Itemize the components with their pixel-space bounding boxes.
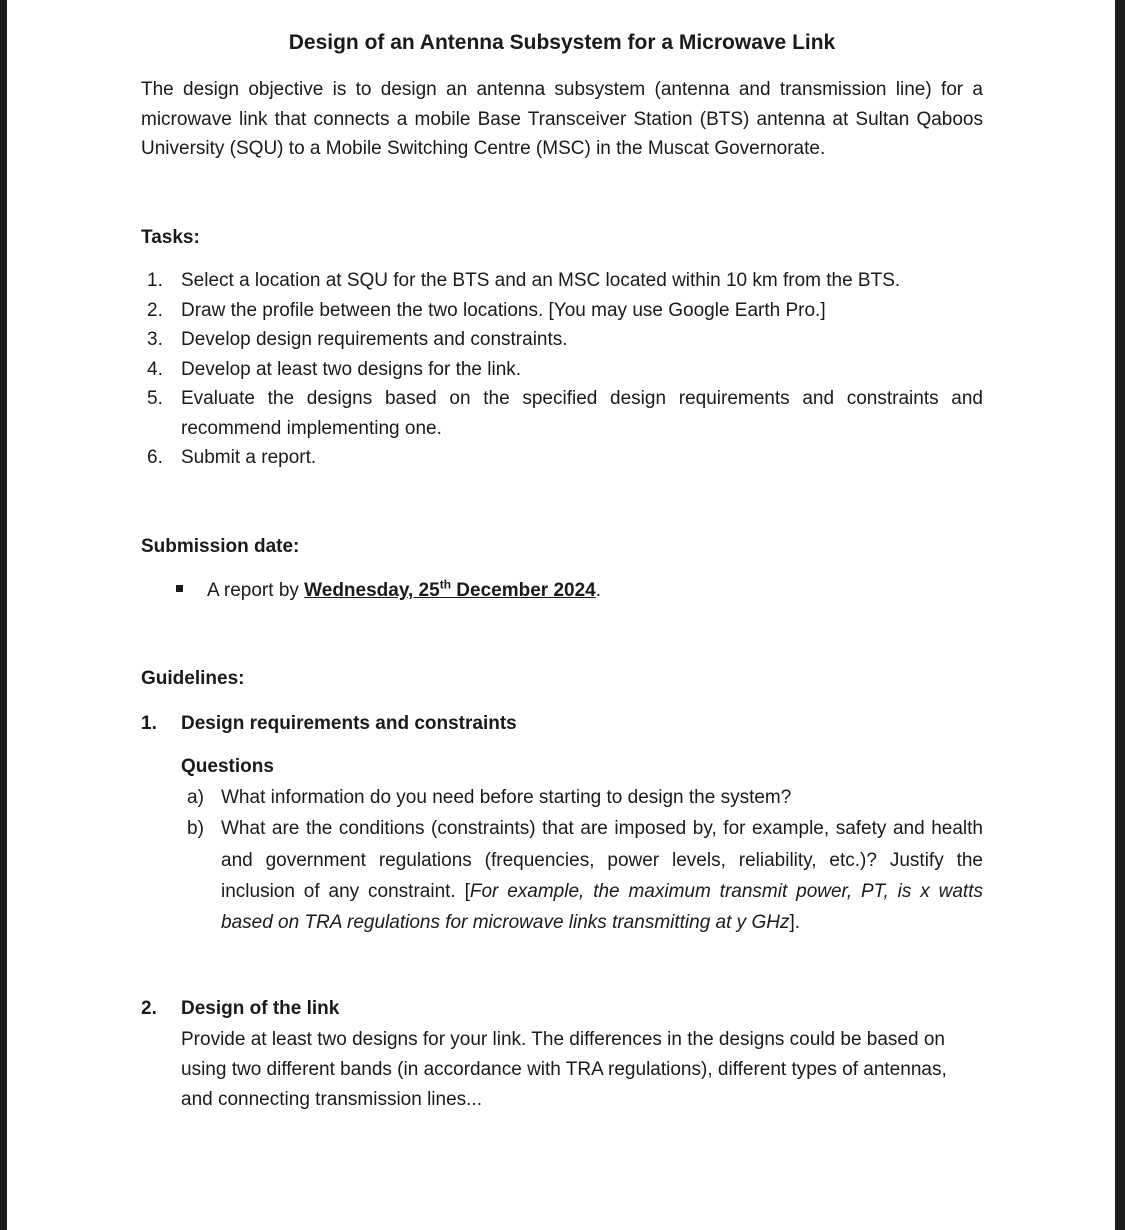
list-item xyxy=(181,813,983,938)
list-item xyxy=(141,443,983,473)
list-text: Develop at least two designs for the link. xyxy=(181,358,522,380)
guideline-2-text: Provide at least two designs for your link. The differences in the designs could be based on using two different bands (in accordance with TRA regulations), different types of antennas, and connecting transmission lines... xyxy=(181,1029,947,1110)
date-day: Wednesday, 25 xyxy=(304,580,440,601)
list-item xyxy=(141,266,983,296)
list-text: Evaluate the designs based on the specified design requirements and constraints and recommend implementing one. xyxy=(181,388,983,439)
list-letter: b) xyxy=(187,818,204,840)
guideline-2-title: Design of the link xyxy=(181,998,340,1019)
list-item xyxy=(181,782,983,813)
submission-date xyxy=(304,577,596,601)
list-number: 3. xyxy=(147,329,163,350)
date-rest: December 2024 xyxy=(451,580,596,601)
date-superscript: th xyxy=(439,577,452,592)
submission-heading: Submission date: xyxy=(141,536,300,557)
list-number: 6. xyxy=(147,447,163,468)
list-text: Draw the profile between the two locations. [You may use Google Earth Pro.] xyxy=(181,299,826,321)
list-number: 5. xyxy=(147,388,163,409)
list-item xyxy=(141,355,983,385)
page-title: Design of an Antenna Subsystem for a Microwave Link xyxy=(288,31,836,54)
right-edge xyxy=(1115,0,1125,1230)
list-number: 1. xyxy=(147,270,163,291)
intro-paragraph: The design objective is to design an antenna subsystem (antenna and transmission line) for a microwave link that connects a mobile Base Transceiver Station (BTS) antenna at Sultan Qaboos University (SQU) to a Mobile Switching Centre (MSC) in the Muscat Governorate. xyxy=(141,79,983,159)
questions-list xyxy=(181,782,983,938)
guideline-1-number: 1. xyxy=(141,713,157,734)
questions-heading: Questions xyxy=(181,756,274,777)
list-number: 4. xyxy=(147,358,163,380)
list-text-end: ]. xyxy=(789,912,801,934)
list-text: What are the conditions (constraints) that are imposed by, for example, safety and health and government regulations (frequencies, power levels, reliability, etc.)? Justify the inclusion of any constraint. [ xyxy=(221,818,983,902)
list-text: What information do you need before starting to design the system? xyxy=(221,787,792,808)
list-text: Develop design requirements and constraints. xyxy=(181,329,568,350)
square-bullet-icon xyxy=(176,585,183,592)
guidelines-heading: Guidelines: xyxy=(141,668,245,689)
submission-bullet xyxy=(176,577,601,605)
guideline-1-title: Design requirements and constraints xyxy=(181,713,517,734)
list-number: 2. xyxy=(147,299,163,321)
list-text: Select a location at SQU for the BTS and an MSC located within 10 km from the BTS. xyxy=(181,270,901,291)
left-edge xyxy=(0,0,7,1230)
list-text: Submit a report. xyxy=(181,447,317,468)
submission-prefix: A report by xyxy=(207,580,305,601)
tasks-list xyxy=(141,266,983,473)
tasks-heading: Tasks: xyxy=(141,227,200,248)
submission-suffix: . xyxy=(595,580,602,601)
list-item xyxy=(141,325,983,355)
list-letter: a) xyxy=(187,787,204,808)
list-text-italic: For example, the maximum transmit power, PT, is x watts based on TRA regulations for microwave links transmitting at y GHz xyxy=(221,880,983,934)
list-item xyxy=(141,296,983,326)
list-item xyxy=(141,384,983,443)
guideline-2-number: 2. xyxy=(141,998,157,1019)
